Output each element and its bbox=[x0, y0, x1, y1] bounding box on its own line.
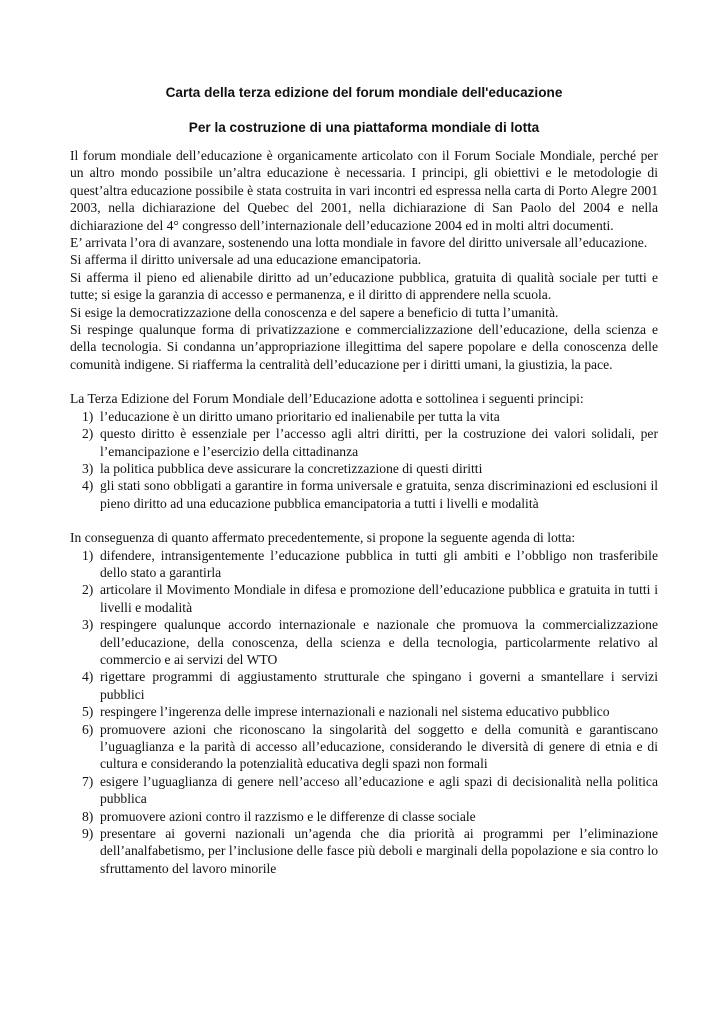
agenda-lead: In conseguenza di quanto affermato precedentemente, si propone la seguente agenda di lotta: bbox=[70, 530, 576, 546]
list-item-text: promuovere azioni che riconoscano la singolarità del soggetto e della comunità e garantiscano l’uguaglianza e la parità di accesso all’educazione, considerando le diversità di genere di etnia e di cultura e considerando la potenzialità educativa degli spazi non formali bbox=[100, 721, 658, 772]
list-item bbox=[70, 721, 658, 773]
list-item bbox=[70, 668, 658, 703]
list-item-number: 4) bbox=[82, 478, 94, 494]
list-item bbox=[70, 425, 658, 460]
list-item-number: 1) bbox=[82, 408, 94, 424]
list-item bbox=[70, 408, 658, 425]
list-item bbox=[70, 773, 658, 808]
intro-paragraph: Si afferma il diritto universale ad una educazione emancipatoria. bbox=[70, 252, 422, 268]
list-item bbox=[70, 808, 658, 825]
intro-paragraph: Si respinge qualunque forma di privatizzazione e commercializzazione dell’educazione, della scienza e della tecnologia. Si condanna un’appropriazione illegittima del sapere popolare e della conoscenza delle comunità indigene. Si riafferma la centralità dell’educazione per i diritti umani, la giustizia, la pace. bbox=[70, 322, 658, 372]
document-subtitle: Per la costruzione di una piattaforma mondiale di lotta bbox=[188, 120, 540, 135]
intro-paragraph: Si esige la democratizzazione della conoscenza e del sapere a beneficio di tutta l’umanità. bbox=[70, 304, 559, 320]
list-item-text: respingere l’ingerenza delle imprese internazionali e nazionali nel sistema educativo pubblico bbox=[100, 704, 610, 720]
list-item-number: 4) bbox=[82, 669, 94, 685]
list-item-text: rigettare programmi di aggiustamento strutturale che spingano i governi a smantellare i servizi pubblici bbox=[100, 669, 658, 702]
section-gap bbox=[70, 512, 658, 529]
list-item bbox=[70, 581, 658, 616]
intro-paragraph: Il forum mondiale dell’educazione è organicamente articolato con il Forum Sociale Mondiale, perché per un altro mondo possibile un’altra educazione è necessaria. I principi, gli obiettivi e le metodologie di quest’altra educazione possibile è stata costruita in vari incontri ed espressa nella carta di Porto Alegre 2001 2003, nella dichiarazione del Quebec del 2001, nella dichiarazione di San Paolo del 2004 e nella dichiarazione del 4° congresso dell’internazionale dell’educazione 2004 ed in molti altri documenti. bbox=[70, 148, 658, 233]
list-item-text: promuovere azioni contro il razzismo e le differenze di classe sociale bbox=[100, 808, 476, 824]
list-item-text: esigere l’uguaglianza di genere nell’acceso all’educazione e agli spazi di decisionalità nella politica pubblica bbox=[100, 773, 658, 807]
intro-paragraph: E’ arrivata l’ora di avanzare, sostenendo una lotta mondiale in favore del diritto universale all’educazione. bbox=[70, 235, 648, 251]
section-gap bbox=[70, 373, 658, 390]
agenda-section bbox=[70, 529, 658, 877]
document-title: Carta della terza edizione del forum mondiale dell'educazione bbox=[165, 85, 563, 100]
list-item-number: 2) bbox=[82, 582, 94, 598]
list-item-number: 7) bbox=[82, 773, 94, 789]
list-item-number: 9) bbox=[82, 826, 94, 842]
list-item bbox=[70, 825, 658, 877]
list-item-number: 5) bbox=[82, 704, 94, 720]
list-item-text: la politica pubblica deve assicurare la concretizzazione di questi diritti bbox=[100, 460, 483, 476]
list-item-number: 6) bbox=[82, 721, 94, 737]
list-item-number: 3) bbox=[82, 460, 94, 476]
list-item bbox=[70, 477, 658, 512]
list-item bbox=[70, 547, 658, 582]
list-item bbox=[70, 616, 658, 668]
intro-paragraph: Si afferma il pieno ed alienabile diritto ad un’educazione pubblica, gratuita di qualità sociale per tutti e tutte; si esige la garanzia di accesso e permanenza, e il diritto di apprendere nella scuola. bbox=[70, 269, 658, 303]
list-item-number: 2) bbox=[82, 426, 94, 442]
list-item-text: difendere, intransigentemente l’educazione pubblica in tutti gli ambiti e l’obbligo non trasferibile dello stato a garantirla bbox=[100, 547, 658, 580]
list-item-text: questo diritto è essenziale per l’accesso agli altri diritti, per la costruzione dei valori solidali, per l’emancipazione e l’esercizio della cittadinanza bbox=[100, 426, 658, 459]
document-page bbox=[70, 84, 658, 877]
list-item-number: 8) bbox=[82, 808, 94, 824]
principles-list bbox=[70, 408, 658, 512]
list-item bbox=[70, 460, 658, 477]
list-item-number: 1) bbox=[82, 547, 94, 563]
intro-section bbox=[70, 147, 658, 373]
list-item bbox=[70, 703, 658, 720]
list-item-number: 3) bbox=[82, 617, 94, 633]
list-item-text: respingere qualunque accordo internazionale e nazionale che promuova la commercializzazione dell’educazione, della conoscenza, della scienza e della tecnologia, particolarmente relativo al commercio e ai servizi del WTO bbox=[100, 617, 658, 667]
list-item-text: l’educazione è un diritto umano prioritario ed inalienabile per tutta la vita bbox=[100, 408, 500, 424]
list-item-text: articolare il Movimento Mondiale in difesa e promozione dell’educazione pubblica e gratuita in tutti i livelli e modalità bbox=[100, 582, 658, 615]
principles-section bbox=[70, 390, 658, 512]
list-item-text: presentare ai governi nazionali un’agenda che dia priorità ai programmi per l’eliminazione dell’analfabetismo, per l’inclusione delle fasce più deboli e marginali della popolazione e sia contro lo sfruttamento del lavoro minorile bbox=[100, 826, 658, 876]
agenda-list bbox=[70, 547, 658, 878]
principles-lead: La Terza Edizione del Forum Mondiale dell’Educazione adotta e sottolinea i seguenti principi: bbox=[70, 391, 584, 407]
list-item-text: gli stati sono obbligati a garantire in forma universale e gratuita, senza discriminazioni ed esclusioni il pieno diritto ad una educazione pubblica emancipatoria a tutti i livelli e modalità bbox=[100, 478, 658, 511]
